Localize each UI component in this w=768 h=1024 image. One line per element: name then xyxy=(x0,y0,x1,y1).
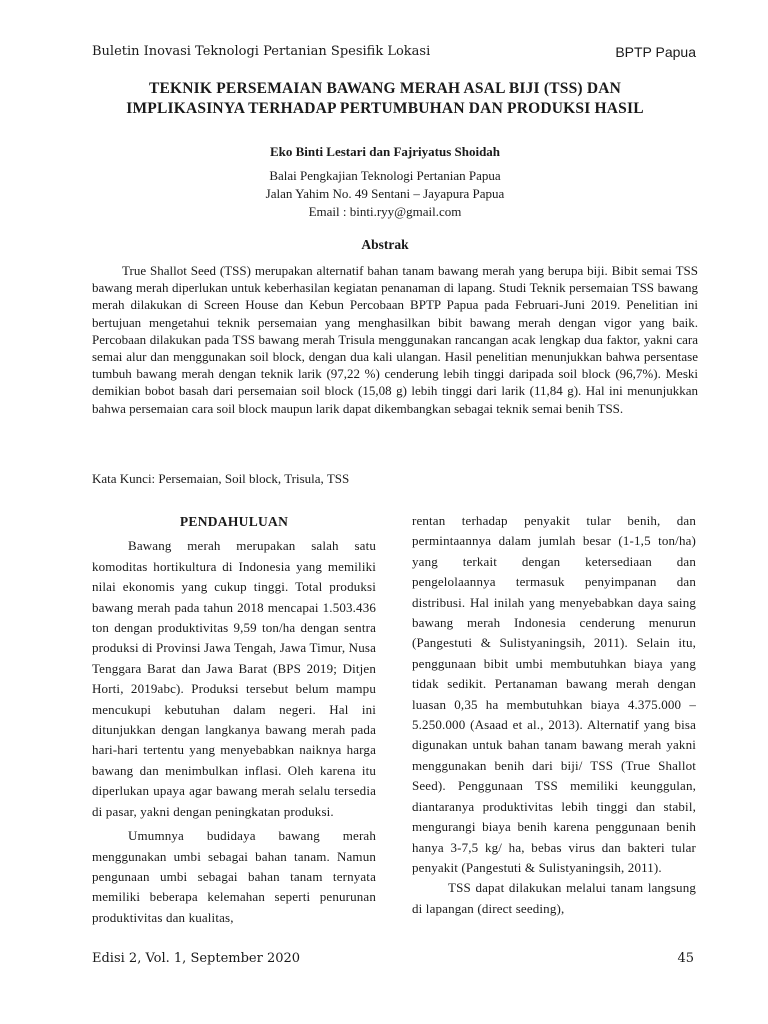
intro-paragraph-1: Bawang merah merupakan salah satu komoditas hortikultura di Indonesia yang memiliki nilai ekonomis yang cukup tinggi. Total produksi bawang merah pada tahun 2018 mencapai 1.503.436 ton dengan produktivitas 9,59 ton/ha dengan sentra produksi di Provinsi Jawa Tengah, Jawa Timur, Nusa Tenggara Barat dan Jawa Barat (BPS 2019; Ditjen Horti, 2019abc). Produksi tersebut belum mampu mencukupi kebutuhan dalam negeri. Hal ini ditunjukkan dengan langkanya bawang merah pada hari-hari tertentu yang menyebabkan naiknya harga bawang dan menimbulkan inflasi. Oleh karena itu diperlukan upaya agar bawang merah selalu tersedia di pasar, yakni dengan peningkatan produksi. xyxy=(92,538,376,819)
section-heading-introduction: PENDAHULUAN xyxy=(179,514,289,529)
intro-paragraph-3: rentan terhadap penyakit tular benih, dan permintaannya dalam jumlah besar (1-1,5 ton/ha) yang terkait dengan ketersediaan dan pengelolaannya termasuk penyimpanan dan distribusi. Hal inilah yang menyebabkan daya saing bawang merah Indonesia cenderung menurun (Pangestuti & Sulistyaningsih, 2011). Selain itu, penggunaan bibit umbi membutuhkan biaya yang tidak sedikit. Pertanaman bawang merah dengan luasan 0,35 ha membutuhkan biaya 4.375.000 – 5.250.000 (Asaad et al., 2013). Alternatif yang bisa digunakan untuk bahan tanam bawang merah yakni menggunakan benih dari biji/ TSS (True Shallot Seed). Penggunaan TSS memiliki keunggulan, diantaranya produktivitas lebih tinggi dan stabil, mengurangi biaya benih karena penggunaan benih hanya 3-7,5 kg/ ha, bebas virus dan bakteri tular penyakit (Pangestuti & Sulistyaningsih, 2011). xyxy=(412,513,696,875)
authors: Eko Binti Lestari dan Fajriyatus Shoidah xyxy=(269,144,501,159)
footer-edition: Edisi 2, Vol. 1, September 2020 xyxy=(92,951,301,966)
affiliation-address: Jalan Yahim No. 49 Sentani – Jayapura Papua xyxy=(265,186,505,201)
paper-title xyxy=(70,79,700,119)
intro-paragraph-2: Umumnya budidaya bawang merah menggunakan umbi sebagai bahan tanam. Namun pengunaan umbi sebagai bahan tanam ternyata memiliki beberapa kelemahan seperti penurunan produktivitas dan kualitas, xyxy=(92,828,376,925)
intro-paragraph-4: TSS dapat dilakukan melalui tanam langsung di lapangan (direct seeding), xyxy=(412,880,696,916)
right-column xyxy=(412,511,696,919)
running-header-journal: Buletin Inovasi Teknologi Pertanian Spesifik Lokasi xyxy=(92,44,431,59)
keywords: Kata Kunci: Persemaian, Soil block, Trisula, TSS xyxy=(92,471,350,486)
running-header-institution: BPTP Papua xyxy=(615,44,696,60)
title-line-2: IMPLIKASINYA TERHADAP PERTUMBUHAN DAN PRODUKSI HASIL xyxy=(126,100,644,117)
affiliation-email: Email : binti.ryy@gmail.com xyxy=(308,204,462,219)
page-number: 45 xyxy=(677,951,694,966)
affiliation-institution: Balai Pengkajian Teknologi Pertanian Papua xyxy=(269,168,501,183)
abstract-heading: Abstrak xyxy=(361,237,409,252)
affiliation xyxy=(70,167,700,221)
left-column xyxy=(92,512,376,928)
title-line-1: TEKNIK PERSEMAIAN BAWANG MERAH ASAL BIJI (TSS) DAN xyxy=(148,80,622,97)
abstract-text: True Shallot Seed (TSS) merupakan alternatif bahan tanam bawang merah yang berupa biji. Bibit semai TSS bawang merah diperlukan untuk keberhasilan kegiatan penanaman di lapang. Studi Teknik persemaian TSS bawang merah dilakukan di Screen House dan Kebun Percobaan BPTP Papua pada Februari-Juni 2019. Penelitian ini bertujuan mengetahui teknik persemaian yang menghasilkan bibit bawang merah dengan vigor yang baik. Percobaan dilakukan pada TSS bawang merah Trisula menggunakan rancangan acak lengkap dua faktor, yakni cara semai alur dan menggunakan soil block, dengan dua kali ulangan. Hasil penelitian menunjukkan bahwa persentase tumbuh bawang merah dengan teknik larik (97,22 %) cenderung lebih tinggi daripada soil block (96,7%). Meski demikian bobot basah dari persemaian soil block (15,08 g) lebih tinggi dari larik (11,84 g). Hal ini menunjukkan bahwa persemaian cara soil block maupun larik dapat dikembangkan sebagai teknik semai benih TSS. xyxy=(92,263,698,416)
